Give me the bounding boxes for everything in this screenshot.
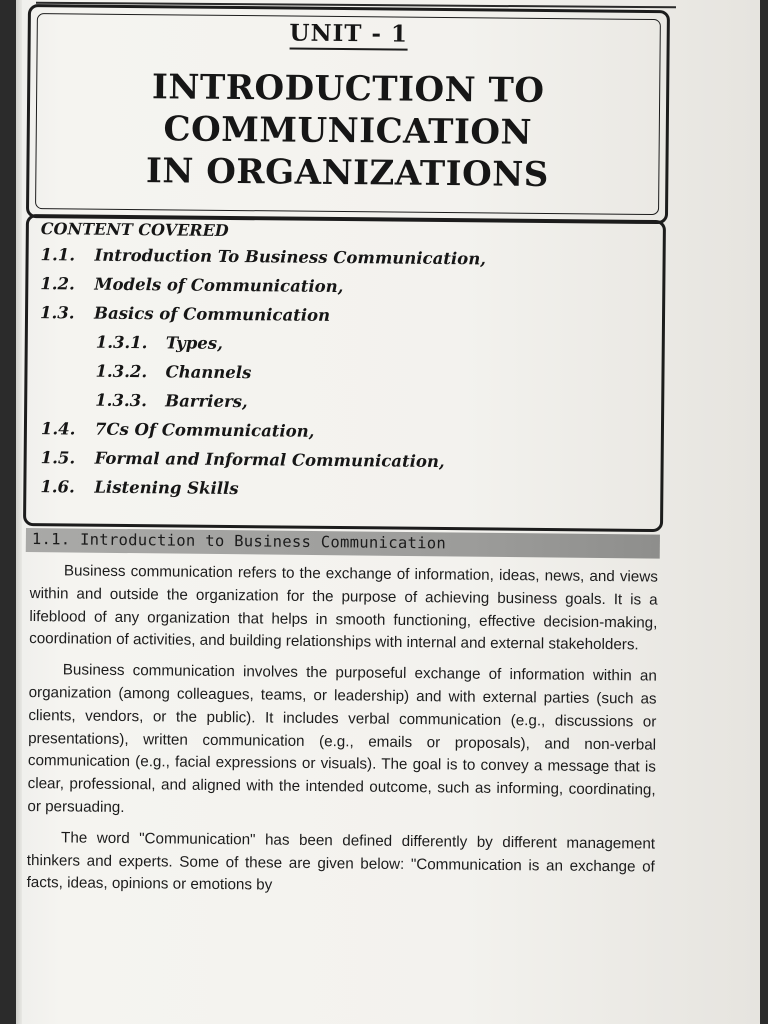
document-page (16, 0, 760, 1024)
toc-item-number: 1.2. (40, 274, 75, 294)
body-paragraph: Business communication involves the purposeful exchange of information within an organization (among colleagues, teams, or leadership) and with external parties (such as clients, vendors, or the public). It includes verbal communication (e.g., discussions or presentations), written communication (e.g., emails or proposals), and non-verbal communication (e.g., facial expressions or visuals). The goal is to convey a message that is clear, professional, and aligned with the intended outcome, such as informing, coordinating, or persuading. (27, 661, 657, 816)
toc-item-label: Listening Skills (94, 477, 239, 499)
toc-item-label: Introduction To Business Communication, (94, 245, 487, 269)
toc-item-number: 1.1. (40, 245, 76, 265)
toc-item-number: 1.6. (40, 477, 75, 497)
body-paragraph: Business communication refers to the exchange of information, ideas, news, and views within and outside the organization for the purpose of achieving business goals. It is a lifeblood of any organization that helps in smooth functioning, effective decision-making, coordination of activities, and building relationships with internal and external stakeholders. (29, 562, 658, 654)
contents-box (23, 214, 666, 532)
toc-subitem (96, 333, 223, 353)
toc-item (40, 303, 330, 325)
toc-item-number: 1.3.3. (95, 390, 147, 411)
section-heading: 1.1. Introduction to Business Communication (31, 530, 447, 553)
toc-item-label: Formal and Informal Communication, (94, 448, 445, 472)
chapter-title (29, 65, 666, 197)
unit-title-frame (26, 4, 670, 224)
toc-subitem (95, 362, 251, 382)
toc-item-number: 1.5. (40, 448, 76, 468)
body-paragraph: The word "Communication" has been defined differently by different management thinkers and experts. Some of these are given below: "Communication is an exchange of facts, ideas, opinions or emotions by (26, 829, 656, 894)
chapter-title-line-1: INTRODUCTION TO (151, 67, 545, 111)
toc-item-label: Models of Communication, (94, 274, 344, 297)
chapter-title-line-3: IN ORGANIZATIONS (145, 151, 550, 196)
page-binding-edge (16, 0, 22, 1024)
contents-heading: CONTENT COVERED (40, 219, 229, 240)
toc-item-label: Basics of Communication (93, 303, 331, 325)
toc-item (41, 448, 445, 471)
toc-item-number: 1.3. (39, 303, 75, 323)
chapter-title-line-2: COMMUNICATION (163, 109, 533, 153)
toc-item-label: Barriers, (165, 391, 248, 412)
toc-item (41, 419, 315, 441)
toc-item (41, 245, 487, 268)
toc-item-label: Types, (165, 333, 223, 353)
toc-item-label: Channels (165, 362, 252, 383)
section-body (26, 560, 658, 910)
toc-item-number: 1.3.1. (95, 332, 148, 353)
toc-item-number: 1.3.2. (95, 361, 148, 382)
toc-item (40, 477, 238, 498)
toc-item (40, 274, 343, 296)
toc-item-label: 7Cs Of Communication, (94, 419, 315, 441)
unit-label-text: UNIT - 1 (289, 20, 408, 51)
toc-item-number: 1.4. (40, 419, 76, 439)
toc-subitem (95, 391, 248, 411)
section-heading-bar (26, 528, 660, 559)
